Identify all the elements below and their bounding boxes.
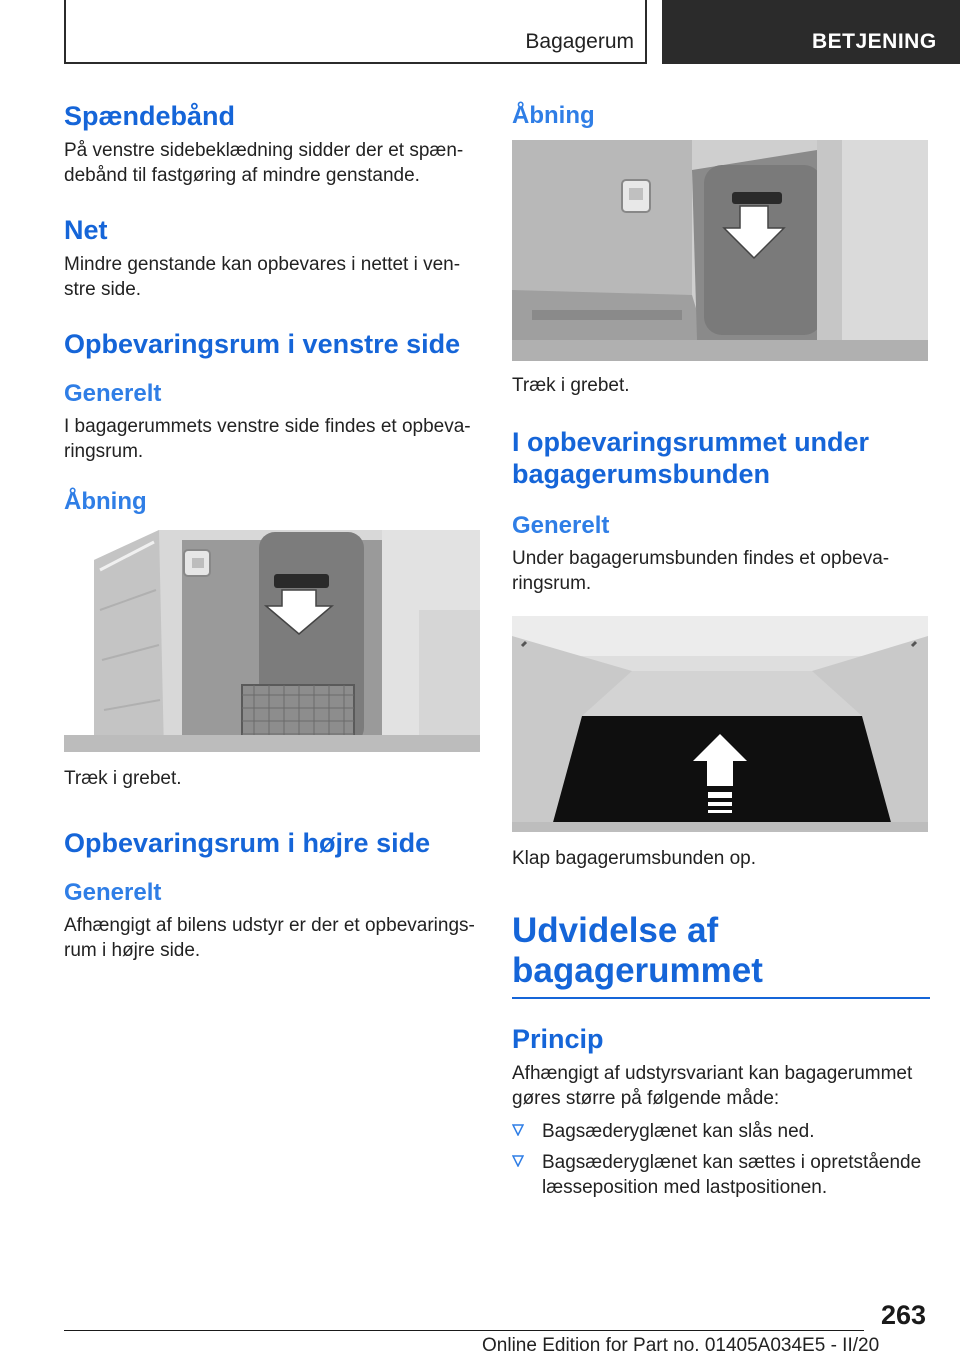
subheading-aabning: Åbning xyxy=(64,488,147,515)
left-column xyxy=(64,100,482,963)
heading-storage-right: Opbevaringsrum i højre side xyxy=(64,828,431,858)
bullet-item xyxy=(512,1119,930,1144)
text-net: Mindre genstande kan opbevares i nettet i ven-stre side. xyxy=(64,254,461,300)
section-title: Bagagerum xyxy=(525,30,634,53)
chapter-heading-udvidelse: Udvidelse af bagagerummet xyxy=(512,911,763,990)
caption-left-figure: Træk i grebet. xyxy=(64,768,182,789)
heading-rule xyxy=(512,997,930,999)
triangle-bullet-icon xyxy=(512,1155,524,1167)
heading-storage-left: Opbevaringsrum i venstre side xyxy=(64,329,461,359)
footer-rule xyxy=(64,1330,864,1331)
heading-spaendebaand: Spændebånd xyxy=(64,101,236,131)
photo-trunk-floor xyxy=(512,616,928,832)
text-princip: Afhængigt af udstyrsvariant kan bagagerummet gøres større på følgende måde: xyxy=(512,1063,913,1109)
caption-right-figure-2: Klap bagagerumsbunden op. xyxy=(512,848,757,869)
text-storage-right: Afhængigt af bilens udstyr er der et opbevarings-rum i højre side. xyxy=(64,915,475,961)
subheading-aabning-right: Åbning xyxy=(512,102,595,129)
photo-left-storage-compartment xyxy=(64,530,480,752)
heading-princip: Princip xyxy=(512,1024,604,1054)
text-underfloor-storage: Under bagagerumsbunden findes et opbeva-ringsrum. xyxy=(512,548,890,594)
text-spaendebaand: På venstre sidebeklædning sidder der et spæn-debånd til fastgøring af mindre genstande. xyxy=(64,140,464,186)
subheading-generelt-right: Generelt xyxy=(512,512,610,539)
bullet-text: Bagsæderyglænet kan slås ned. xyxy=(542,1121,815,1142)
right-column xyxy=(512,100,930,1200)
heading-underfloor-storage: I opbevaringsrummet under bagagerumsbunden xyxy=(512,427,870,489)
heading-net: Net xyxy=(64,215,108,245)
subheading-generelt-2: Generelt xyxy=(64,879,162,906)
caption-right-figure-1: Træk i grebet. xyxy=(512,375,630,396)
subheading-generelt: Generelt xyxy=(64,380,162,407)
bullet-list xyxy=(512,1119,930,1200)
triangle-bullet-icon xyxy=(512,1124,524,1136)
chapter-tab: BETJENING xyxy=(662,0,960,64)
text-storage-left: I bagagerummets venstre side findes et opbeva-ringsrum. xyxy=(64,416,471,462)
footer-edition: Online Edition for Part no. 01405A034E5 - II/20 xyxy=(482,1335,880,1356)
page-number: 263 xyxy=(880,1300,926,1330)
bullet-text: Bagsæderyglænet kan sættes i opretstående læsseposition med lastpositionen. xyxy=(542,1152,922,1198)
bullet-item xyxy=(512,1150,930,1200)
photo-right-storage-compartment xyxy=(512,140,928,361)
